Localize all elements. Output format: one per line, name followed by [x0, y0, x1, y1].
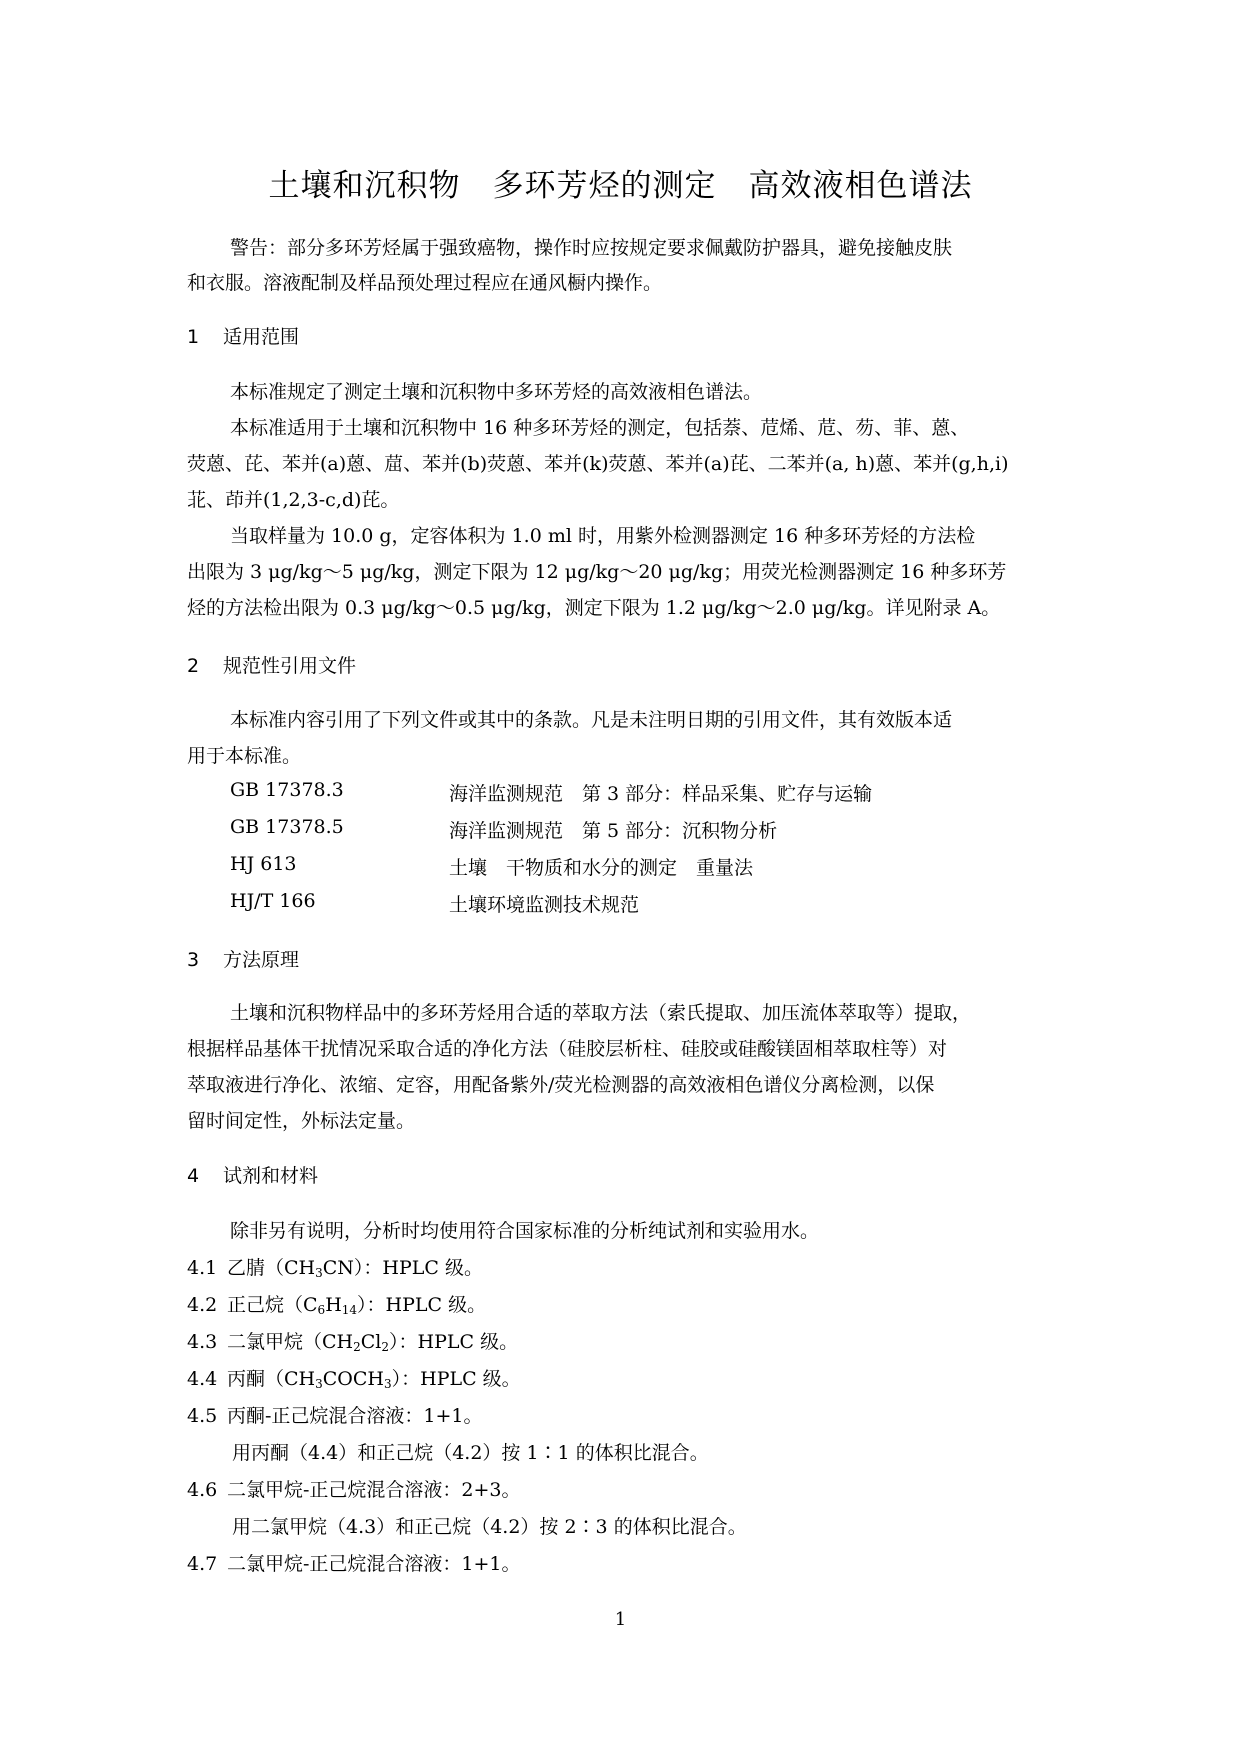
reference-title: 海洋监测规范 第 3 部分：样品采集、贮存与运输 — [449, 783, 873, 805]
list-item — [187, 1475, 521, 1502]
list-item — [187, 1290, 486, 1317]
item-note: 用二氯甲烷（4.3）和正己烷（4.2）按 2∶3 的体积比混合。 — [232, 1516, 747, 1538]
item-number: 4.5 — [187, 1405, 218, 1427]
section-1-heading — [187, 322, 299, 349]
warning-line-2: 和衣服。溶液配制及样品预处理过程应在通风橱内操作。 — [187, 272, 663, 294]
section-title: 规范性引用文件 — [223, 655, 357, 677]
list-item — [187, 1327, 518, 1354]
paragraph-line: 本标准适用于土壤和沉积物中 16 种多环芳烃的测定，包括萘、苊烯、苊、芴、菲、蒽、 — [230, 417, 970, 439]
reference-title: 土壤环境监测技术规范 — [449, 894, 640, 916]
paragraph-line: 当取样量为 10.0 g，定容体积为 1.0 ml 时，用紫外检测器测定 16 种多环芳烃的方法检 — [230, 525, 976, 547]
paragraph-line: 本标准内容引用了下列文件或其中的条款。凡是未注明日期的引用文件，其有效版本适 — [230, 709, 953, 731]
list-item — [187, 1253, 483, 1280]
section-3-heading — [187, 945, 299, 972]
paragraph-line: 出限为 3 μg/kg～5 μg/kg，测定下限为 12 μg/kg～20 μg/kg；用荧光检测器测定 16 种多环芳 — [187, 561, 1007, 583]
reference-title: 土壤 干物质和水分的测定 重量法 — [449, 857, 754, 879]
list-item — [187, 1364, 521, 1391]
item-text: CN）：HPLC 级。 — [322, 1257, 483, 1279]
item-text: Cl — [360, 1331, 382, 1353]
item-text: 乙腈（CH — [227, 1257, 316, 1279]
item-text: 二氯甲烷-正己烷混合溶液：2+3。 — [227, 1479, 521, 1501]
subscript: 6 — [317, 1303, 326, 1317]
subscript: 14 — [341, 1303, 358, 1317]
item-number: 4.7 — [187, 1553, 218, 1575]
item-text: 丙酮（CH — [227, 1368, 316, 1390]
reference-code: GB 17378.5 — [230, 816, 344, 838]
item-note: 用丙酮（4.4）和正己烷（4.2）按 1∶1 的体积比混合。 — [232, 1442, 709, 1464]
item-text: ）：HPLC 级。 — [391, 1368, 521, 1390]
section-title: 试剂和材料 — [223, 1165, 319, 1187]
item-text: COCH — [322, 1368, 384, 1390]
item-number: 4.4 — [187, 1368, 218, 1390]
item-text: H — [325, 1294, 342, 1316]
item-number: 4.3 — [187, 1331, 218, 1353]
paragraph-line: 土壤和沉积物样品中的多环芳烃用合适的萃取方法（索氏提取、加压流体萃取等）提取， — [230, 1002, 972, 1024]
subscript: 2 — [381, 1340, 390, 1354]
subscript: 3 — [315, 1377, 323, 1391]
paragraph-line: 萃取液进行净化、浓缩、定容，用配备紫外/荧光检测器的高效液相色谱仪分离检测，以保 — [187, 1074, 935, 1096]
item-text: ）：HPLC 级。 — [357, 1294, 487, 1316]
list-item — [187, 1401, 483, 1428]
paragraph: 本标准规定了测定土壤和沉积物中多环芳烃的高效液相色谱法。 — [230, 381, 763, 403]
item-number: 4.6 — [187, 1479, 218, 1501]
item-text: 丙酮-正己烷混合溶液：1+1。 — [227, 1405, 483, 1427]
subscript: 2 — [353, 1340, 361, 1354]
section-number: 2 — [187, 655, 200, 677]
list-item — [187, 1549, 521, 1576]
section-4-heading — [187, 1161, 318, 1188]
item-text: 二氯甲烷-正己烷混合溶液：1+1。 — [227, 1553, 521, 1575]
item-number: 4.1 — [187, 1257, 218, 1279]
subscript: 3 — [315, 1266, 323, 1280]
subscript: 3 — [383, 1377, 392, 1391]
section-title: 方法原理 — [223, 949, 300, 971]
paragraph-line: 用于本标准。 — [187, 745, 302, 767]
warning-line-1: 警告：部分多环芳烃属于强致癌物，操作时应按规定要求佩戴防护器具，避免接触皮肤 — [230, 237, 953, 259]
section-title: 适用范围 — [223, 326, 300, 348]
section-2-heading — [187, 651, 356, 678]
reference-code: HJ 613 — [230, 853, 297, 875]
paragraph-line: 根据样品基体干扰情况采取合适的净化方法（硅胶层析柱、硅胶或硅酸镁固相萃取柱等）对 — [187, 1038, 948, 1060]
item-text: 正己烷（C — [227, 1294, 318, 1316]
section-number: 1 — [187, 326, 200, 348]
item-text: 二氯甲烷（CH — [227, 1331, 354, 1353]
paragraph-line: 留时间定性，外标法定量。 — [187, 1110, 416, 1132]
reference-code: GB 17378.3 — [230, 779, 344, 801]
reference-code: HJ/T 166 — [230, 890, 316, 912]
page-number: 1 — [614, 1609, 627, 1630]
item-number: 4.2 — [187, 1294, 218, 1316]
section-number: 4 — [187, 1165, 200, 1187]
page-title: 土壤和沉积物 多环芳烃的测定 高效液相色谱法 — [268, 168, 973, 204]
paragraph-line: 苝、茚并(1,2,3-c,d)芘。 — [187, 489, 400, 511]
section-number: 3 — [187, 949, 200, 971]
paragraph-line: 荧蒽、芘、苯并(a)蒽、䓛、苯并(b)荧蒽、苯并(k)荧蒽、苯并(a)芘、二苯并(a, h)蒽、苯并(g,h,i) — [187, 453, 1009, 475]
paragraph: 除非另有说明，分析时均使用符合国家标准的分析纯试剂和实验用水。 — [230, 1220, 820, 1242]
paragraph-line: 烃的方法检出限为 0.3 μg/kg～0.5 μg/kg，测定下限为 1.2 μg/kg～2.0 μg/kg。详见附录 A。 — [187, 597, 1001, 619]
reference-title: 海洋监测规范 第 5 部分：沉积物分析 — [449, 820, 778, 842]
item-text: ）：HPLC 级。 — [389, 1331, 519, 1353]
